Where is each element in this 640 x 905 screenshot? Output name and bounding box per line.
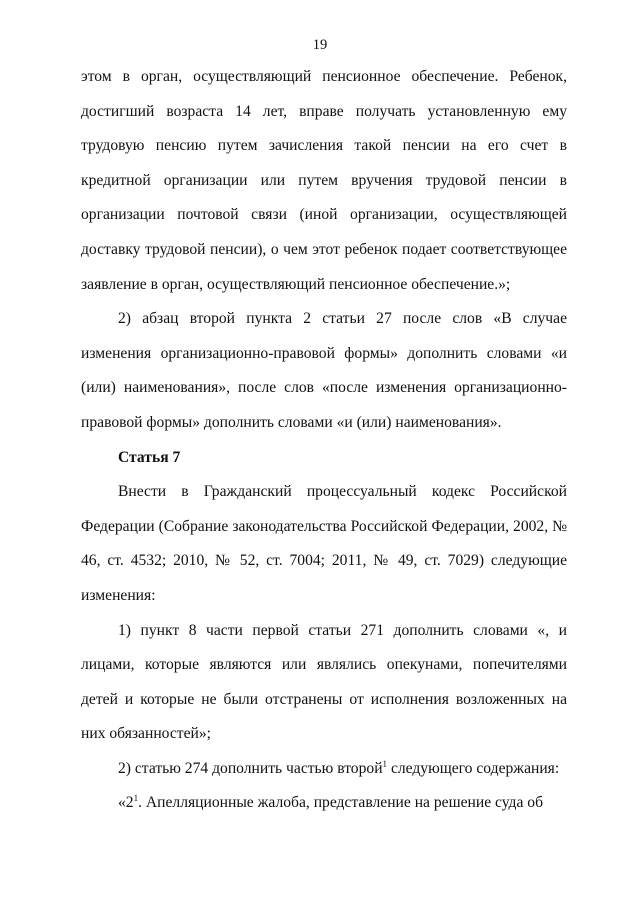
item-2-text: 2) статью 274 дополнить частью второй (118, 759, 383, 777)
paragraph-continuation: этом в орган, осуществляющий пенсионное обеспечение. Ребенок, достигший возраста 14 лет, вправе получать установленную ему трудовую пенсию путем зачисления такой пенсии на его счет в кредитной организации или путем вручения трудовой пенсии в организации почтовой связи (иной организации, осуществляющей доставку трудовой пенсии), о чем этот ребенок подает соответствующее заявление в орган, осуществляющий пенсионное обеспечение.»; (81, 68, 567, 293)
item-2-text-end: следующего содержания: (387, 759, 560, 777)
body-text (81, 60, 567, 821)
paragraph-amendment-2: 2) абзац второй пункта 2 статьи 27 после слов «В случае изменения организационно-правовой формы» дополнить словами «и (или) наименования», после слов «после изменения организационно-правовой формы» дополнить словами «и (или) наименования». (81, 310, 567, 431)
paragraph-item-1: 1) пункт 8 части первой статьи 271 дополнить словами «, и лицами, которые являются или являлись опекунами, попечителями детей и которые не были отстранены от исполнения возложенных на них обязанностей»; (81, 621, 567, 743)
item-2-superscript: 1 (382, 758, 388, 769)
paragraph-item-2 (81, 752, 567, 787)
quote-text-end: . Апелляционные жалоба, представление на решение суда об (138, 794, 544, 812)
page-number: 19 (312, 37, 328, 53)
quote-text: «2 (118, 794, 134, 812)
quote-superscript: 1 (133, 793, 139, 804)
article-heading: Статья 7 (118, 448, 181, 466)
paragraph-quote-start (81, 786, 567, 821)
paragraph-article-intro: Внести в Гражданский процессуальный кодекс Российской Федерации (Собрание законодательства Российской Федерации, 2002, № 46, ст. 4532; 2010, № 52, ст. 7004; 2011, № 49, ст. 7029) следующие изменения: (81, 483, 567, 604)
